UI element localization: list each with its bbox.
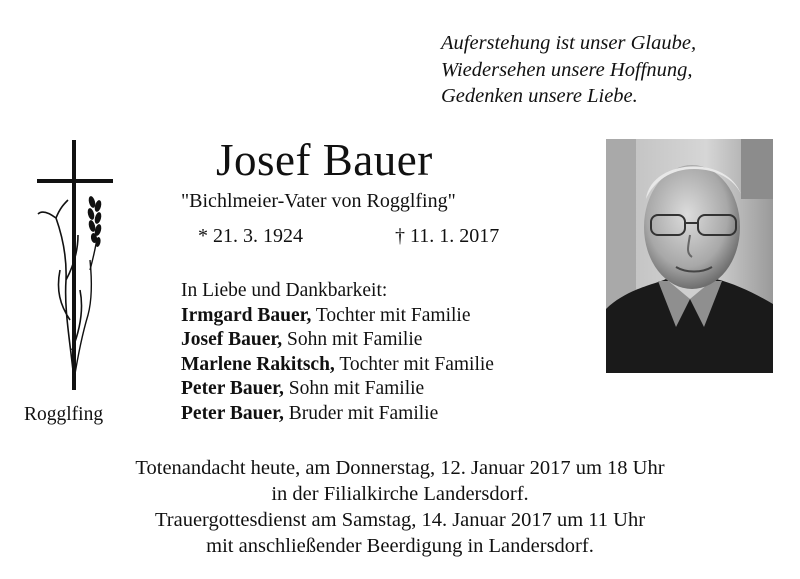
cross-with-wheat-icon bbox=[34, 140, 118, 392]
member-relation: Sohn mit Familie bbox=[282, 329, 423, 351]
member-relation: Tochter mit Familie bbox=[311, 304, 471, 326]
notice-line-4: mit anschließender Beerdigung in Landersdorf. bbox=[206, 535, 594, 557]
funeral-notice bbox=[0, 455, 800, 559]
member-relation: Sohn mit Familie bbox=[283, 378, 425, 400]
notice-line-3: Trauergottesdienst am Samstag, 14. Januar 2017 um 11 Uhr bbox=[154, 509, 646, 531]
member-name: Peter Bauer, bbox=[181, 402, 284, 424]
motto-line-1: Auferstehung ist unser Glaube, bbox=[441, 32, 697, 54]
portrait-photo bbox=[606, 139, 773, 373]
motto-line-3: Gedenken unsere Liebe. bbox=[441, 85, 638, 107]
death-date: † 11. 1. 2017 bbox=[395, 225, 500, 247]
member-name: Marlene Rakitsch, bbox=[181, 353, 335, 375]
motto-line-2: Wiedersehen unsere Hoffnung, bbox=[441, 58, 693, 81]
residence-place: Rogglfing bbox=[24, 404, 104, 425]
member-relation: Tochter mit Familie bbox=[334, 353, 494, 375]
member-name: Josef Bauer, bbox=[181, 329, 283, 351]
family-member bbox=[181, 328, 494, 353]
family-intro: In Liebe und Dankbarkeit: bbox=[181, 280, 388, 301]
member-name: Irmgard Bauer, bbox=[181, 304, 312, 326]
family-member bbox=[181, 377, 494, 402]
family-member bbox=[181, 402, 494, 427]
member-relation: Bruder mit Familie bbox=[283, 402, 439, 424]
family-member bbox=[181, 353, 494, 378]
deceased-nickname: "Bichlmeier-Vater von Rogglfing" bbox=[181, 190, 456, 212]
notice-line-1: Totenandacht heute, am Donnerstag, 12. Januar 2017 um 18 Uhr bbox=[135, 457, 665, 479]
family-member bbox=[181, 304, 494, 329]
motto bbox=[441, 30, 696, 110]
family-list bbox=[181, 279, 494, 427]
deceased-name: Josef Bauer bbox=[216, 135, 433, 185]
member-name: Peter Bauer, bbox=[181, 378, 284, 400]
notice-line-2: in der Filialkirche Landersdorf. bbox=[271, 483, 529, 505]
birth-date: * 21. 3. 1924 bbox=[198, 225, 303, 247]
